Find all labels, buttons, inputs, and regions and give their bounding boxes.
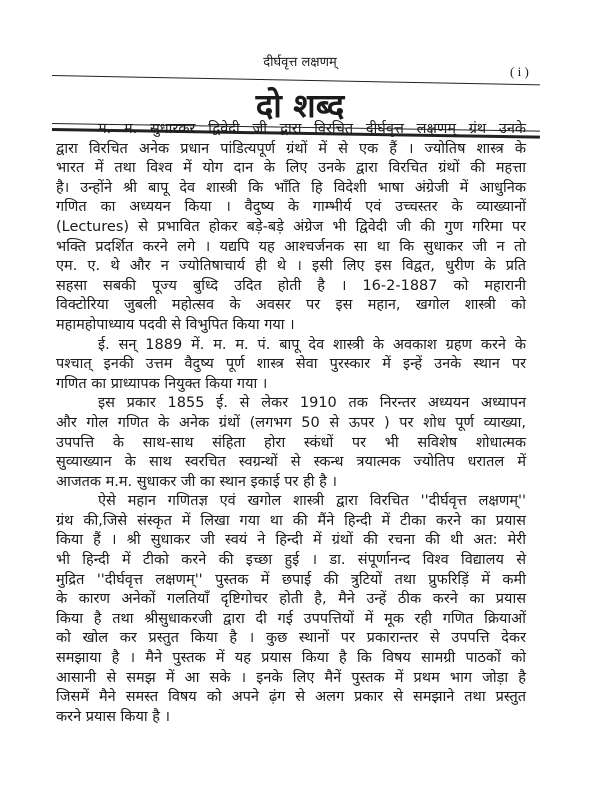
text-line: पश्चात् इनकी उत्तम वैदुष्य पूर्ण शास्त्र सेवा पुरस्कार में इन्हें उनके स्थान पर (56, 356, 526, 373)
text-line: ऐसे महान गणितज्ञ एवं खगोल शास्त्री द्वारा विरचित ''दीर्घवृत्त लक्षणम्'' (98, 493, 526, 510)
text-line: विक्टोरिया जुबली महोत्सव के अवसर पर इस महान, खगोल शास्त्री को (56, 297, 526, 314)
text-line: इस प्रकार 1855 ई. से लेकर 1910 तक निरन्तर अध्ययन अध्यापन (98, 395, 526, 412)
text-line: भारत में तथा विश्व में योग दान के लिए उनके द्वारा विरचित ग्रंथों की महत्ता (56, 160, 526, 177)
text-line: महामहोपाध्याय पदवी से विभुपित किया गया । (56, 316, 295, 333)
text-line: किया है तथा श्रीसुधाकरजी द्वारा दी गई उपपत्तियों में मूक रही गणित क्रियाओं (56, 610, 526, 627)
text-line: गणित का प्राध्यापक नियुक्त किया गया । (56, 375, 268, 392)
running-title: दीर्घवृत्त लक्षणम् (263, 55, 337, 70)
text-line: सहसा सबकी पूज्य बुध्दि उदित होती है । 16-2-1887 को महारानी (56, 277, 526, 294)
text-line: उपपत्ति के साथ-साथ संहिता होरा स्कंधों पर भी सविशेष शोधात्मक (56, 434, 526, 451)
text-line: और गोल गणित के अनेक ग्रंथों (लगभग 50 से ऊपर ) पर शोध पूर्ण व्याख्या, (56, 414, 526, 431)
text-line: आसानी से समझ में आ सके । इनके लिए मैनें पुस्तक में प्रथम भाग जोड़ा है (56, 669, 526, 686)
text-line: करने प्रयास किया है । (56, 708, 171, 725)
text-line: ग्रंथ की,जिसे संस्कृत में लिखा गया था की मैंने हिन्दी में टीका करने का प्रयास (56, 512, 526, 529)
text-line: भक्ति प्रदर्शित करने लगे । यद्यपि यह आश्चर्जनक सा था कि सुधाकर जी न तो (56, 238, 526, 255)
text-line: आजतक म.म. सुधाकर जी का स्थान इकाई पर ही है । (56, 473, 337, 490)
page-title: दो शब्द (255, 86, 345, 125)
text-line: किया हैं । श्री सुधाकर जी स्वयं ने हिन्दी में ग्रंथों की रचना की थी अत: मेरी (56, 532, 526, 549)
text-line: द्वारा विरचित अनेक प्रधान पांडित्यपूर्ण ग्रंथों में से एक हैं । ज्योतिष शास्त्र के (56, 140, 526, 157)
text-line: मुद्रित ''दीर्घवृत्त लक्षणम्'' पुस्तक में छपाई की त्रुटियों तथा प्रुफरिड़िं में कमी (56, 571, 526, 588)
text-line: को खोल कर प्रस्तुत किया है । कुछ स्थानों पर प्रकारान्तर से उपपत्ति देकर (56, 630, 526, 647)
page-number: ( i ) (510, 64, 529, 79)
text-line: म. म. सुधारकर द्विवेदी जी द्वारा विरचित दीर्घवृत्त लक्षणम् ग्रंथ उनके (98, 121, 526, 137)
text-line: सुव्याख्यान के साथ स्वरचित स्वग्रन्थों से स्कन्ध त्रयात्मक ज्योतिप धरातल में (56, 454, 526, 471)
text-line: जिसमें मैने समस्त विषय को अपने ढ़ंग से अलग प्रकार से समझाने तथा प्रस्तुत (56, 689, 526, 706)
text-line: एम. ए. थे और न ज्योतिषाचार्य ही थे । इसी लिए इस विद्वत, धुरीण के प्रति (56, 258, 526, 275)
text-line: समझाया है । मैने पुस्तक में यह प्रयास किया है कि विषय सामग्री पाठकों को (56, 650, 526, 667)
text-line: के कारण अनेकों गलतियाँ दृष्टिगोचर होती है, मैने उन्हें ठीक करने का प्रयास (56, 591, 526, 608)
text-line: (Lectures) से प्रभावित होकर बड़े-बड़े अंग्रेज भी द्विवेदी जी की गुण गरिमा पर (56, 218, 526, 235)
body-text (56, 120, 526, 727)
text-line: है। उन्होंने श्री बापू देव शास्त्री कि भाँति हि विदेशी भाषा अंग्रेजी में आधुनिक (56, 179, 526, 196)
text-line: ई. सन् 1889 में. म. म. पं. बापू देव शास्त्री के अवकाश ग्रहण करने के (98, 336, 526, 353)
text-line: भी हिन्दी में टीको करने की इच्छा हुई । डा. संपूर्णानन्द विश्व विद्यालय से (56, 552, 526, 569)
text-line: गणित का अध्ययन किया । वैदुष्य के गाम्भीर्य एवं उच्चस्तर के व्याख्यानों (56, 199, 526, 216)
